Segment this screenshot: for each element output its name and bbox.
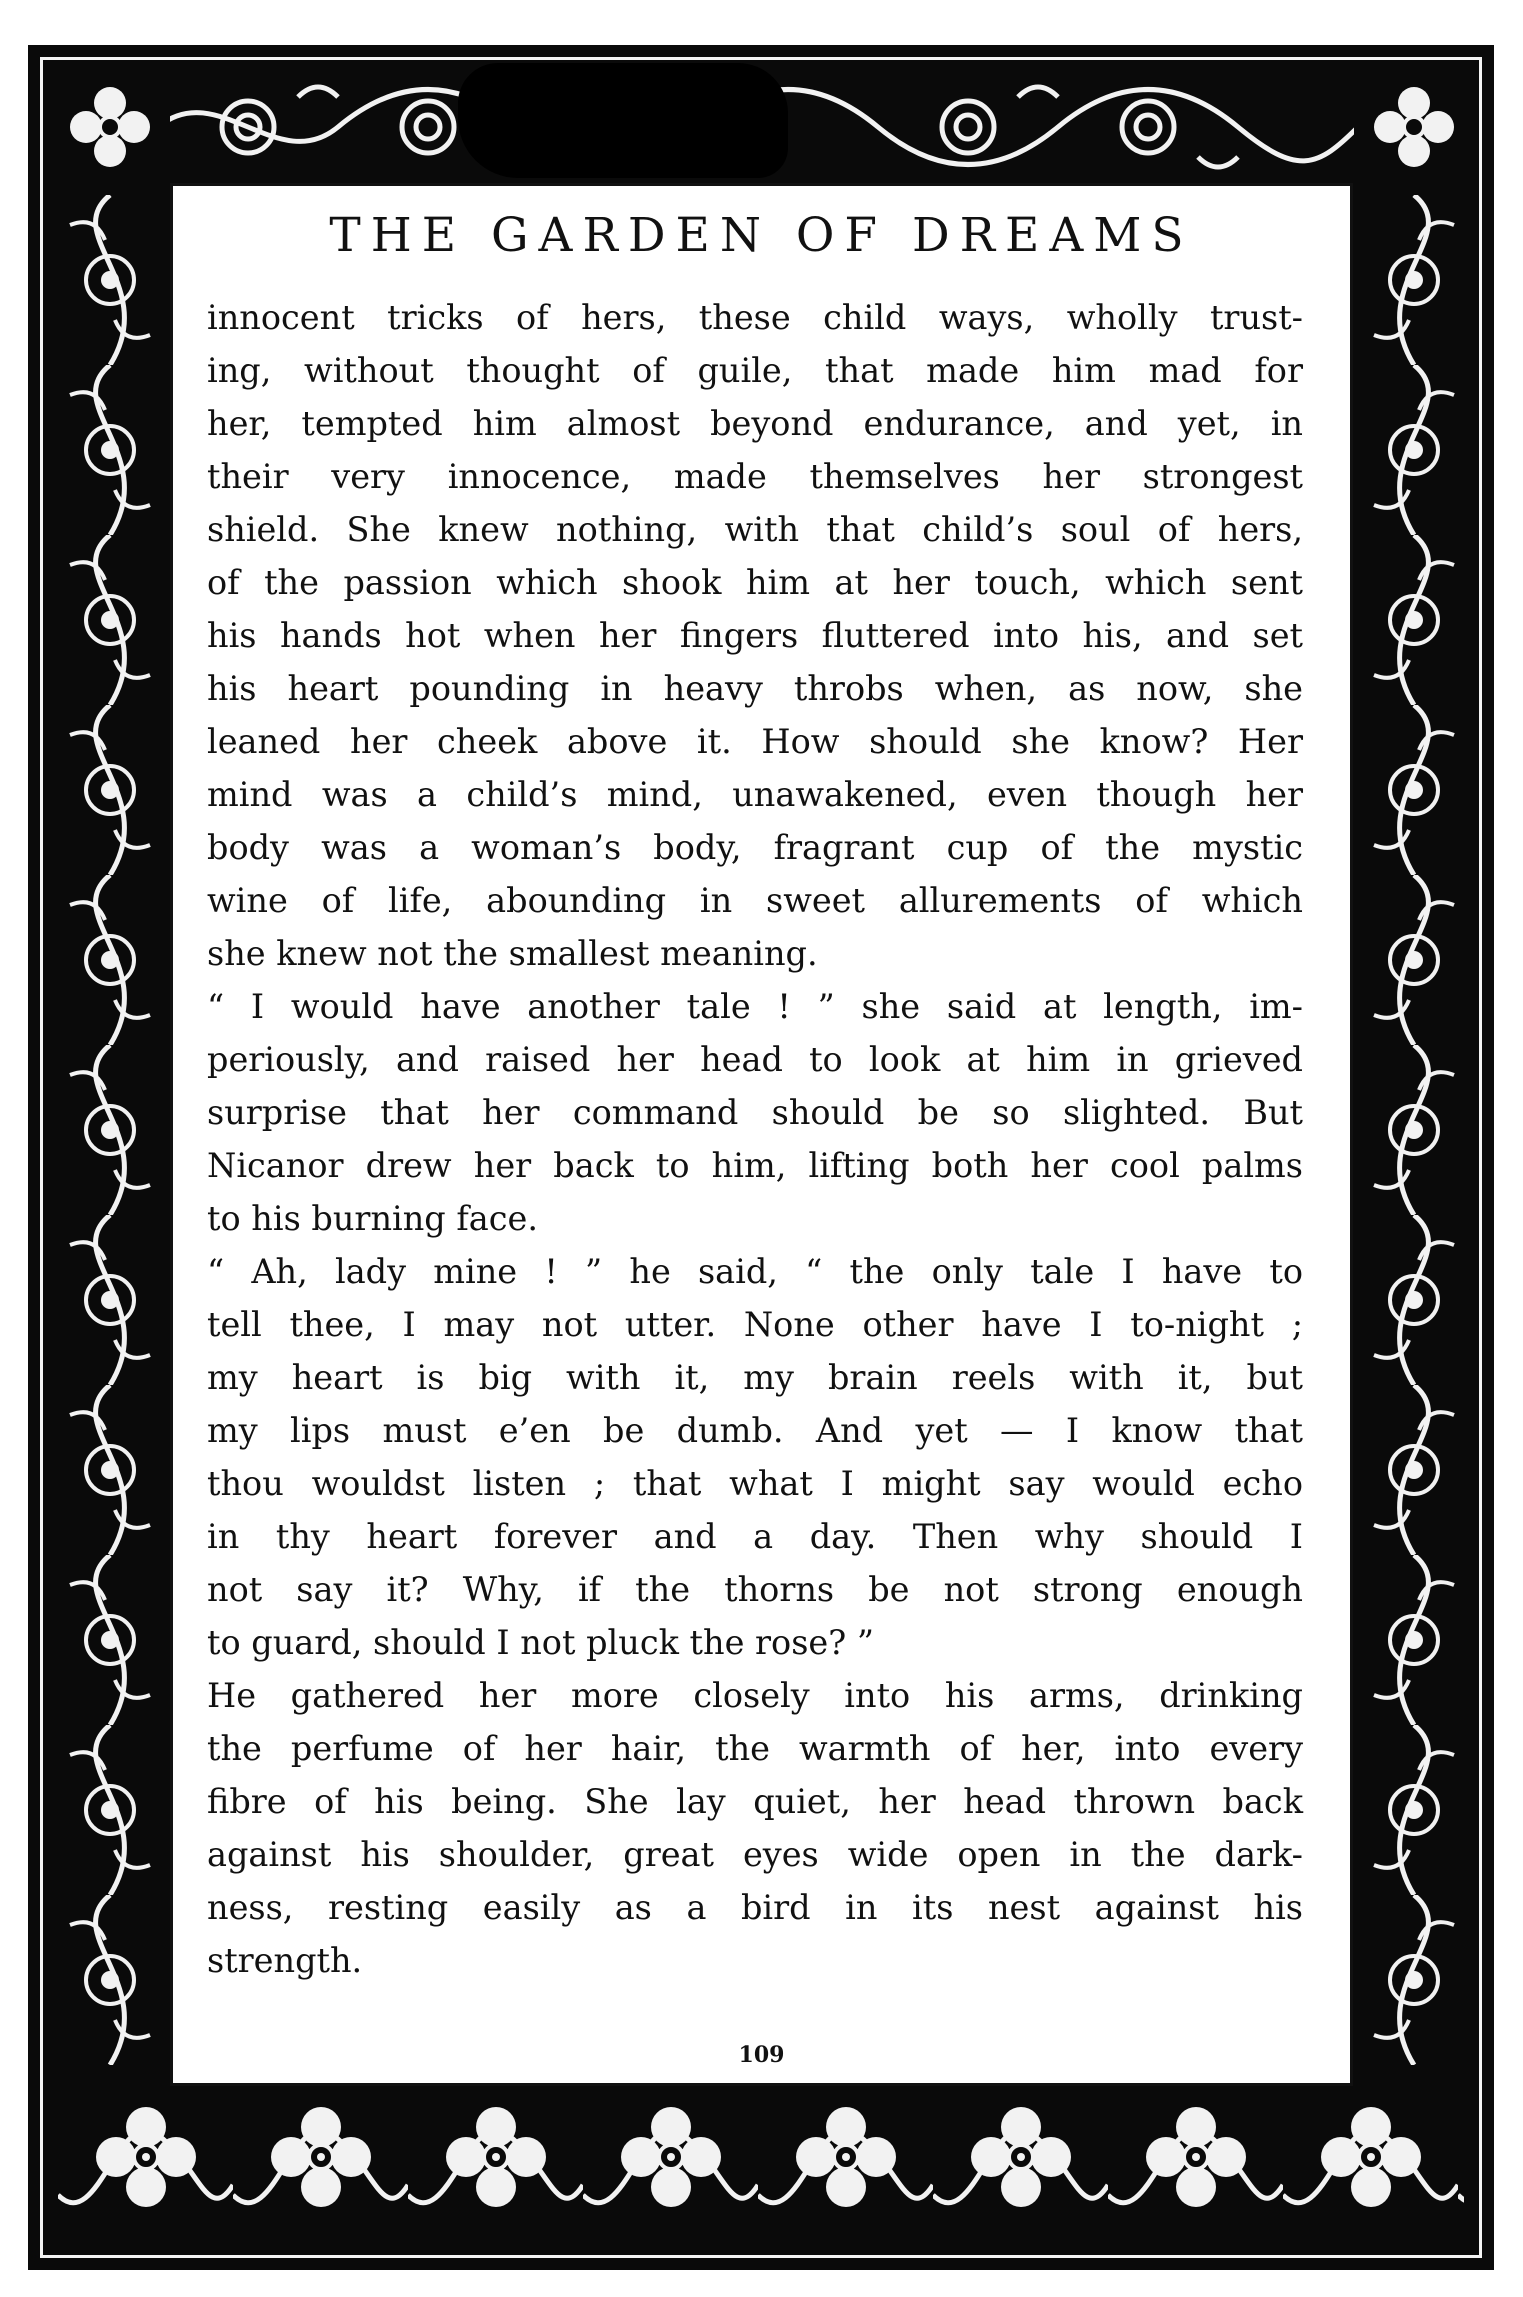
text-line: strength. [207, 1941, 363, 1980]
text-line: in thy heart forever and a day. Then why should I [207, 1517, 1303, 1556]
text-line: fibre of his being. She lay quiet, her head thrown back [207, 1782, 1303, 1821]
text-line: not say it? Why, if the thorns be not strong enough [207, 1570, 1303, 1609]
text-line: her, tempted him almost beyond endurance, and yet, in [207, 404, 1303, 443]
text-line: against his shoulder, great eyes wide open in the dark- [207, 1835, 1303, 1874]
text-line: wine of life, abounding in sweet allurements of which [207, 881, 1303, 920]
corner-rosette-icon [1354, 67, 1474, 187]
bottom-floral-ornament [58, 2075, 1464, 2240]
text-line: their very innocence, made themselves her strongest [207, 457, 1303, 496]
text-line: He gathered her more closely into his arms, drinking [207, 1676, 1303, 1715]
text-line: to his burning face. [207, 1199, 539, 1238]
text-line: Nicanor drew her back to him, lifting both her cool palms [207, 1146, 1303, 1185]
text-line: his heart pounding in heavy throbs when, as now, she [207, 669, 1303, 708]
left-vine-ornament [50, 195, 170, 2065]
text-line: my lips must e’en be dumb. And yet — I know that [207, 1411, 1303, 1450]
text-line: “ I would have another tale ! ” she said at length, im- [207, 987, 1303, 1026]
running-head: THE GARDEN OF DREAMS [329, 208, 1194, 263]
text-line: innocent tricks of hers, these child ways, wholly trust- [207, 298, 1303, 337]
text-line: body was a woman’s body, fragrant cup of the mystic [207, 828, 1303, 867]
text-panel [170, 183, 1353, 2086]
text-line: leaned her cheek above it. How should she know? Her [207, 722, 1303, 761]
text-line: she knew not the smallest meaning. [207, 934, 818, 973]
text-line: “ Ah, lady mine ! ” he said, “ the only tale I have to [207, 1252, 1303, 1291]
text-line: his hands hot when her fingers fluttered into his, and set [207, 616, 1303, 655]
text-line: surprise that her command should be so slighted. But [207, 1093, 1303, 1132]
text-line: periously, and raised her head to look at him in grieved [207, 1040, 1303, 1079]
text-line: of the passion which shook him at her touch, which sent [207, 563, 1303, 602]
text-line: shield. She knew nothing, with that child’s soul of hers, [207, 510, 1303, 549]
text-line: thou wouldst listen ; that what I might say would echo [207, 1464, 1303, 1503]
text-line: to guard, should I not pluck the rose? ” [207, 1623, 874, 1662]
right-vine-ornament [1354, 195, 1474, 2065]
text-line: the perfume of her hair, the warmth of her, into every [207, 1729, 1303, 1768]
text-line: tell thee, I may not utter. None other have I to-night ; [207, 1305, 1303, 1344]
corner-rosette-icon [50, 67, 170, 187]
body-text [207, 291, 1303, 1987]
text-line: ing, without thought of guile, that made him mad for [207, 351, 1303, 390]
page-number: 109 [738, 2042, 785, 2068]
ink-blot [458, 63, 788, 178]
text-line: my heart is big with it, my brain reels with it, but [207, 1358, 1303, 1397]
text-line: ness, resting easily as a bird in its nest against his [207, 1888, 1303, 1927]
text-line: mind was a child’s mind, unawakened, even though her [207, 775, 1303, 814]
